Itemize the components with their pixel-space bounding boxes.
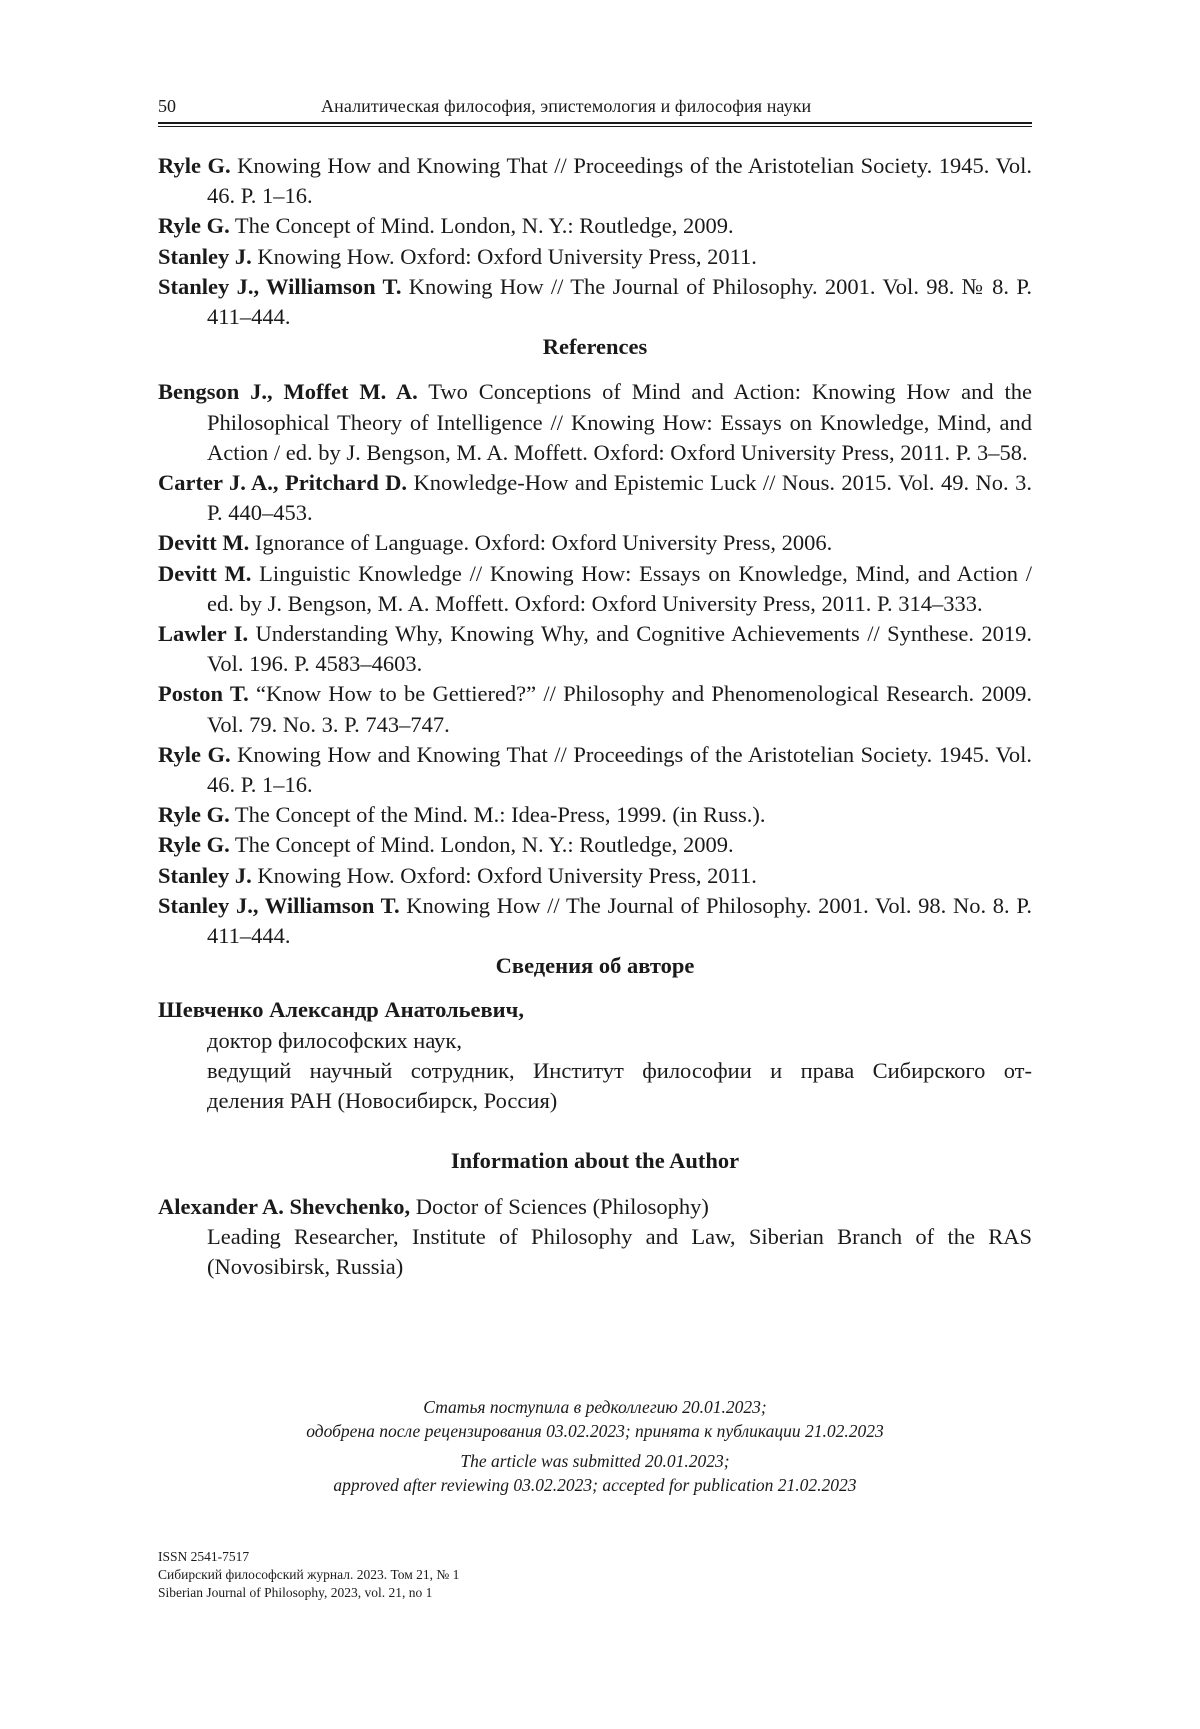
ref-text: Knowing How // The Journal of Philosophy. 2001. Vol. 98. № 8. P. 411–444. <box>207 274 1032 329</box>
dates-en-line1: The article was submitted 20.01.2023; <box>158 1449 1032 1473</box>
ref-text: Knowing How. Oxford: Oxford University Press, 2011. <box>252 244 757 269</box>
ref-text: Knowledge-How and Epistemic Luck // Nous. 2015. Vol. 49. No. 3. P. 440–453. <box>207 470 1032 525</box>
literature-list <box>158 151 1032 332</box>
ref-text: The Concept of Mind. London, N. Y.: Routledge, 2009. <box>230 213 734 238</box>
author-ru-degree: доктор философских наук, <box>158 1026 1032 1056</box>
reference-item <box>158 619 1032 679</box>
reference-item <box>158 740 1032 800</box>
ref-text: Knowing How. Oxford: Oxford University Press, 2011. <box>252 863 757 888</box>
reference-item <box>158 861 1032 891</box>
header-rule-thick <box>158 122 1032 124</box>
running-header <box>158 94 1030 118</box>
references-list <box>158 377 1032 951</box>
ref-author: Stanley J. <box>158 244 252 269</box>
dates-en-line2: approved after reviewing 03.02.2023; accepted for publication 21.02.2023 <box>158 1473 1032 1497</box>
reference-item <box>158 891 1032 951</box>
ref-author: Stanley J., Williamson T. <box>158 274 401 299</box>
author-en-position: Leading Researcher, Institute of Philosophy and Law, Siberian Branch of the RAS <box>158 1222 1032 1252</box>
author-ru-name: Шевченко Александр Анатольевич, <box>158 997 524 1022</box>
author-en-position-cont: (Novosibirsk, Russia) <box>158 1252 1032 1282</box>
ref-text: Ignorance of Language. Oxford: Oxford University Press, 2006. <box>249 530 832 555</box>
journal-page <box>0 0 1200 1729</box>
author-ru-block <box>158 995 1032 1116</box>
submission-dates <box>158 1395 1032 1497</box>
author-en-name: Alexander A. Shevchenko, <box>158 1194 410 1219</box>
ref-author: Lawler I. <box>158 621 248 646</box>
ref-text: Knowing How and Knowing That // Proceedings of the Aristotelian Society. 1945. Vol. 46. P. 1–16. <box>207 153 1032 208</box>
ref-author: Poston T. <box>158 681 249 706</box>
dates-ru-line2: одобрена после рецензирования 03.02.2023; принята к публикации 21.02.2023 <box>158 1419 1032 1443</box>
ref-text: Knowing How // The Journal of Philosophy. 2001. Vol. 98. No. 8. P. 411–444. <box>207 893 1032 948</box>
reference-item <box>158 800 1032 830</box>
ref-text: Knowing How and Knowing That // Proceedings of the Aristotelian Society. 1945. Vol. 46. P. 1–16. <box>207 742 1032 797</box>
journal-footer <box>158 1548 758 1602</box>
ref-author: Ryle G. <box>158 742 231 767</box>
literature-item <box>158 272 1032 332</box>
journal-en: Siberian Journal of Philosophy, 2023, vol. 21, no 1 <box>158 1584 758 1602</box>
ref-author: Ryle G. <box>158 213 230 238</box>
reference-item <box>158 528 1032 558</box>
ref-author: Stanley J., Williamson T. <box>158 893 400 918</box>
reference-item <box>158 679 1032 739</box>
reference-item <box>158 830 1032 860</box>
ref-author: Carter J. A., Pritchard D. <box>158 470 407 495</box>
ref-author: Devitt M. <box>158 561 251 586</box>
author-ru-heading: Сведения об авторе <box>158 951 1032 981</box>
ref-text: Understanding Why, Knowing Why, and Cognitive Achievements // Synthese. 2019. Vol. 196. P. 4583–4603. <box>207 621 1032 676</box>
literature-item <box>158 242 1032 272</box>
journal-ru: Сибирский философский журнал. 2023. Том 21, № 1 <box>158 1566 758 1584</box>
author-en-block <box>158 1192 1032 1283</box>
literature-item <box>158 151 1032 211</box>
literature-item <box>158 211 1032 241</box>
ref-text: The Concept of Mind. London, N. Y.: Routledge, 2009. <box>230 832 734 857</box>
page-number: 50 <box>158 94 176 118</box>
references-heading: References <box>158 332 1032 362</box>
reference-item <box>158 559 1032 619</box>
ref-text: “Know How to be Gettiered?” // Philosophy and Phenomenological Research. 2009. Vol. 79. No. 3. P. 743–747. <box>207 681 1032 736</box>
author-en-heading: Information about the Author <box>158 1146 1032 1176</box>
ref-author: Devitt M. <box>158 530 249 555</box>
author-en-degree: Doctor of Sciences (Philosophy) <box>410 1194 709 1219</box>
issn: ISSN 2541-7517 <box>158 1548 758 1566</box>
ref-author: Bengson J., Moffet M. A. <box>158 379 418 404</box>
ref-author: Ryle G. <box>158 153 231 178</box>
running-title: Аналитическая философия, эпистемология и философия науки <box>321 94 811 118</box>
ref-text: Two Conceptions of Mind and Action: Knowing How and the Philosophical Theory of Intelligence // Knowing How: Essays on Knowledge, Mind, and Action / ed. by J. Bengson, M. A. Moffett. Oxford: Oxford University Press, 2011. P. 3–58. <box>207 379 1032 464</box>
header-rule-thin <box>158 126 1032 127</box>
author-ru-position-cont: деления РАН (Новосибирск, Россия) <box>158 1086 1032 1116</box>
dates-ru-line1: Статья поступила в редколлегию 20.01.2023; <box>158 1395 1032 1419</box>
ref-text: Linguistic Knowledge // Knowing How: Essays on Knowledge, Mind, and Action / ed. by J. Bengson, M. A. Moffett. Oxford: Oxford University Press, 2011. P. 314–333. <box>207 561 1032 616</box>
page-body <box>158 151 1032 1282</box>
ref-text: The Concept of the Mind. M.: Idea-Press, 1999. (in Russ.). <box>230 802 766 827</box>
author-ru-position: ведущий научный сотрудник, Институт философии и права Сибирского от- <box>158 1056 1032 1086</box>
reference-item <box>158 377 1032 468</box>
reference-item <box>158 468 1032 528</box>
ref-author: Stanley J. <box>158 863 252 888</box>
ref-author: Ryle G. <box>158 832 230 857</box>
ref-author: Ryle G. <box>158 802 230 827</box>
